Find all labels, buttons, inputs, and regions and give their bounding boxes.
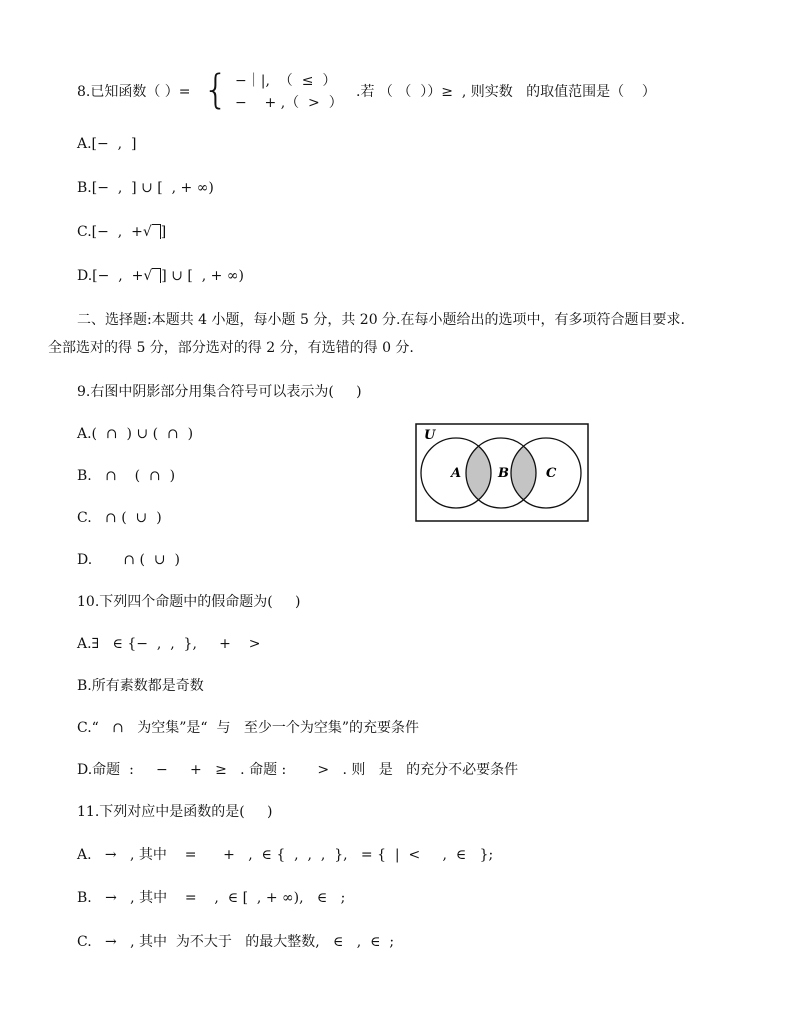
q11-option-a: A. → , 其中 = + , ∈ { , , , }, = { | < , ∈ }; [77,847,494,863]
sqrt-overbar-icon [152,268,161,283]
venn-diagram [415,423,589,523]
venn-label-u: U [424,428,436,443]
q8-suffix: .若 （ （ ））≥ , 则实数 的取值范围是（ ） [356,84,656,100]
q10-option-a: A.∃ ∈ {− , , }, + > [77,636,261,652]
q8-option-c-text: C.[− , +√ [77,224,152,240]
q10-stem: 10.下列四个命题中的假命题为( ) [77,594,301,610]
q10-option-d: D.命题 : − + ≥ . 命题 : > . 则 是 的充分不必要条件 [77,762,519,778]
q8-prefix: 8.已知函数（ ）= [77,84,191,100]
sqrt-overbar-icon [152,224,161,239]
q8-piece-2: − + ,（ > ） [235,95,343,111]
q11-stem: 11.下列对应中是函数的是( ) [77,804,273,820]
venn-label-c: C [546,466,557,481]
q8-option-d-text: D.[− , +√ [77,268,153,284]
q8-option-d-tail: ] ∪ [ , + ∞) [161,268,244,284]
section-2-instructions: 全部选对的得 5 分，部分选对的得 2 分，有选错的得 0 分. [48,340,414,356]
q9-option-a: A.( ∩ ) ∪ ( ∩ ) [77,426,194,442]
q8-option-c-close: ] [160,224,167,240]
q11-option-b: B. → , 其中 = , ∈ [ , + ∞), ∈ ; [77,890,346,906]
venn-label-a: A [451,466,462,481]
section-2-heading: 二、选择题:本题共 4 小题，每小题 5 分，共 20 分.在每小题给出的选项中，有多项符合题目要求. [77,312,685,328]
q9-option-d: D. ∩ ( ∪ ) [77,552,180,568]
q10-option-c: C.“ ∩ 为空集”是“ 与 至少一个为空集”的充要条件 [77,720,419,736]
q9-option-b: B. ∩ ( ∩ ) [77,468,176,484]
venn-label-b: B [498,466,509,481]
q10-option-b: B.所有素数都是奇数 [77,678,204,694]
q8-option-c [77,222,166,242]
q8-option-b: B.[− , ] ∪ [ , + ∞) [77,180,214,196]
left-brace-icon: { [203,67,229,113]
q8-option-a: A.[− , ] [77,136,137,152]
q8-piece-1: −｜|, （ ≤ ） [235,73,337,89]
q9-option-c: C. ∩ ( ∪ ) [77,510,162,526]
q9-stem: 9.右图中阴影部分用集合符号可以表示为( ) [77,384,362,400]
q11-option-c: C. → , 其中 为不大于 的最大整数, ∈ , ∈ ; [77,934,395,950]
q8-option-d [77,266,244,286]
